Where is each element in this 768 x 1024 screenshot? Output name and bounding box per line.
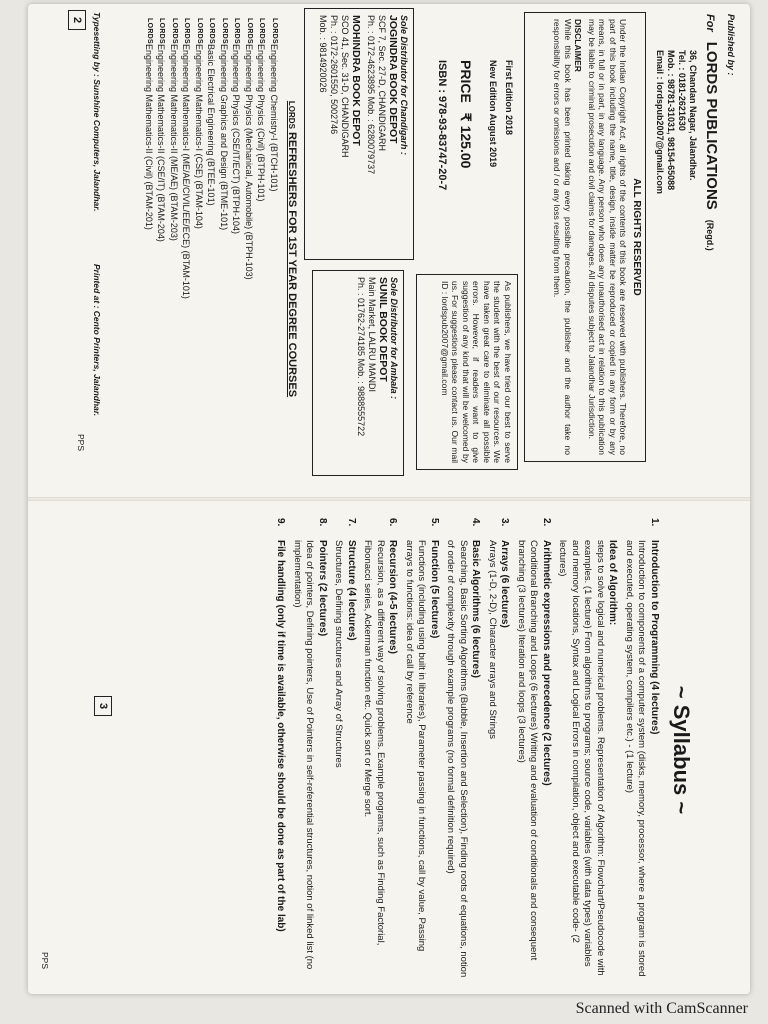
syllabus-item-body: Recursion, as a different way of solving problems. Example programs, such as Finding Factorial, Fibonacci series, Ackerman function etc. Quick sort or Merge sort.: [362, 540, 386, 946]
syllabus-item-heading: [606, 518, 619, 978]
syllabus-item-number: 7.: [346, 518, 357, 527]
book-brand: LORDS: [208, 18, 216, 44]
typesetting-credit: Typesetting by : Sunshine Computers, Jalandhar.: [92, 12, 102, 212]
book-list: [143, 18, 281, 478]
book-list-item: [155, 18, 168, 478]
chandigarh-depot-2-mob: Mob. : 9814920026: [318, 15, 328, 93]
syllabus-item-body: Idea of pointers, Defining pointers, Use of Pointers in self-referential structures, notion of linked list (no implementation): [292, 540, 316, 970]
refreshers-heading: [286, 14, 298, 484]
publisher-note-box: As publishers, we have tried our best to serve the student with the best of our resources. We have taken great care to eliminate all possible errors. However, if readers want to give suggestion of any kind that will be welcomed by us. For suggestions please contact us. Our mail ID : lordspub2007@gmail.com: [416, 274, 518, 470]
syllabus-item: [274, 518, 287, 978]
footer-code: PPS: [76, 434, 86, 452]
syllabus-item-title: Idea of Algorithm:: [607, 540, 619, 626]
disclaimer-title: DISCLAIMER: [573, 19, 584, 72]
book-brand: LORDS: [233, 18, 241, 44]
syllabus-item: [361, 518, 399, 978]
syllabus-item-heading: [274, 518, 287, 978]
ambala-depot-phone: Ph. : 01762-274185 Mob. : 9888555722: [356, 277, 366, 437]
book-list-item: [230, 18, 243, 478]
syllabus-item-number: 9.: [275, 518, 287, 527]
publisher-heading: [703, 14, 720, 251]
page-number: 3: [94, 696, 112, 716]
syllabus-item-heading: [316, 518, 329, 978]
syllabus-item-number: 4.: [470, 518, 482, 527]
book-brand: LORDS: [158, 18, 166, 44]
syllabus-item-heading: [540, 518, 553, 978]
syllabus-list: [270, 518, 660, 978]
book-title: Engineering Mathematics-II (CSE/IT) (BTAM-204): [156, 44, 167, 242]
book-title: Engineering Physics (Civil) (BTPH-101): [256, 44, 267, 202]
syllabus-item: [515, 518, 553, 978]
book-title: Engineering Mathematics-II (ME/AE) (BTAM-203): [169, 44, 179, 241]
published-by-label: Published by :: [726, 14, 736, 76]
book-brand: LORDS: [146, 18, 153, 44]
syllabus-item-body: Searching, Basic Sorting Algorithms (Bubble, Insertion and Selection), Finding roots of equations, notion of order of complexity through example programs (no formal definition required): [445, 540, 469, 978]
syllabus-item-title: Pointers (2 lectures): [317, 540, 328, 637]
publisher-regd: (Regd.): [705, 219, 715, 251]
syllabus-item-heading: [498, 518, 511, 978]
publisher-tel: Tel. : 0181-2621630: [677, 50, 687, 131]
book-list-item: [193, 18, 206, 478]
ambala-title: Sole Distributor for Ambala :: [389, 277, 399, 400]
chandigarh-depot-1-address: SCF 7, Sec. 27-D, CHANDIGARH: [377, 15, 387, 152]
book-list-item: [218, 18, 231, 478]
syllabus-item-title: Function (5 lectures): [429, 540, 440, 639]
book-list-item: [143, 18, 156, 478]
book-title: Engineering Mathematics-I (CSE) (BTAM-104): [194, 44, 204, 229]
book-brand: LORDS: [271, 18, 278, 44]
chandigarh-distributor-box: [304, 8, 414, 260]
refreshers-brand: LORDS: [287, 100, 296, 129]
rights-title: ALL RIGHTS RESERVED: [631, 178, 642, 296]
book-list-item: [255, 18, 268, 478]
book-title: Engineering Mathematics-I (ME/AE/CIVIL/EE/ECE) (BTAM-101): [181, 44, 192, 299]
rights-text: Under the Indian Copyright Act, all rights of the contents of this book are reserved with publishers. Therefore, no part of this book including the name, title, design, inside matter be reproduced or copied in any form or by any means, in full or in part, in any language. Any person who does any unauthorised act in relation to this publication may be liable to criminal prosecution and civil claims for damages. All disputes subject to Jalandhar Jurisdiction.: [587, 19, 629, 455]
book-list-item: [268, 18, 281, 478]
syllabus-item-number: 1.: [649, 518, 660, 527]
syllabus-item-title: File handling (only if time is available, otherwise should be done as part of the lab): [275, 540, 287, 932]
book-list-item: [180, 18, 193, 478]
imprint-page: [30, 4, 750, 494]
syllabus-item: [556, 518, 619, 978]
for-label: For: [704, 14, 716, 32]
book-title: Engineering Physics (Mechanical, Automobile) (BTPH-103): [244, 44, 254, 280]
isbn: ISBN : 978-93-83747-20-7: [436, 60, 448, 191]
syllabus-item-number: [606, 518, 619, 540]
publisher-email: Email : lordspub2007@gmail.com: [655, 50, 665, 194]
syllabus-item-heading: [648, 518, 661, 978]
price: [457, 60, 474, 168]
refreshers-title: REFRESHERS FOR 1ST YEAR DEGREE COURSES: [286, 131, 298, 398]
syllabus-item-title: Structure (4 lectures): [346, 540, 357, 641]
footer-code: PPS: [40, 952, 50, 970]
publisher-contact: [654, 50, 698, 350]
syllabus-item: [486, 518, 511, 978]
chandigarh-depot-2-name: MOHINDRA BOOK DEPOT: [350, 15, 362, 146]
syllabus-item: [623, 518, 661, 978]
page-number: 2: [68, 10, 86, 30]
book-brand: LORDS: [171, 18, 178, 44]
syllabus-item-number: 2.: [541, 518, 552, 527]
book-title: Engineering Physics (CSE/IT/ECT) (BTPH-104): [231, 44, 242, 235]
book-list-item: [205, 18, 218, 478]
syllabus-item-body: Arrays (1-D, 2-D), Character arrays and Strings: [487, 540, 498, 740]
syllabus-item-body: Conditional Branching and Loops (6 lectures) Writing and evaluation of conditionals and consequent branching (3 lectures) Iteration and loops (3 lectures): [516, 540, 540, 961]
book-brand: LORDS: [221, 18, 228, 44]
book-brand: LORDS: [196, 18, 203, 44]
book-list-item: [168, 18, 181, 478]
rights-box: [524, 12, 646, 462]
book-title: Engineering Graphics and Design (BTME-101): [219, 44, 229, 231]
book-brand: LORDS: [183, 18, 191, 44]
syllabus-item-title: Basic Algorithms (6 lectures): [470, 540, 482, 679]
syllabus-item-number: 8.: [317, 518, 328, 527]
syllabus-item-heading: [386, 518, 399, 978]
syllabus-item-heading: [428, 518, 441, 978]
book-title: Engineering Chemistry-I (BTCH-101): [269, 44, 279, 192]
syllabus-item: [444, 518, 482, 978]
publisher-address: 36, Chandan Nagar, Jalandhar.: [688, 50, 698, 181]
disclaimer-text: While this book has been printed taking every possible precaution, the publisher and the author take no responsibility for errors or omissions and / or any loss resulting from them.: [552, 19, 573, 455]
book-brand: LORDS: [246, 18, 253, 44]
price-label: PRICE: [458, 60, 474, 103]
ambala-depot-name: SUNIL BOOK DEPOT: [377, 277, 389, 382]
scanner-watermark: Scanned with CamScanner: [575, 1000, 748, 1017]
new-edition: New Edition August 2019: [488, 60, 498, 168]
syllabus-item-number: 5.: [429, 518, 440, 527]
chandigarh-title: Sole Distributor for Chandigarh :: [399, 15, 409, 156]
syllabus-item-body: Introduction to components of a computer system (disks, memory, processor, where a program is stored and executed, operating system, compilers etc.) - (1 lecture): [624, 540, 648, 977]
chandigarh-depot-2-phone: Ph. : 0172-2601550, 5002746: [329, 15, 339, 135]
ambala-depot-address: Main Market, LALRU MANDI: [367, 277, 377, 393]
publisher-mob: Mob. : 98781-31031, 98154-65088: [666, 50, 676, 191]
syllabus-item-heading: [345, 518, 358, 978]
ambala-distributor-box: [312, 270, 404, 476]
syllabus-item-title: Introduction to Programming (4 lectures): [649, 540, 660, 735]
syllabus-item-number: 3.: [499, 518, 511, 527]
syllabus-item-body: Functions (including using built in libraries), Parameter passing in functions, call by value, Passing arrays to functions: idea of call by reference: [404, 540, 428, 952]
book-brand: LORDS: [258, 18, 266, 44]
syllabus-item-title: Arithmetic expressions and precedence (2 lectures): [541, 540, 552, 786]
syllabus-item: [332, 518, 357, 978]
price-value: ₹ 125.00: [458, 112, 474, 169]
syllabus-item-body: Structures, Defining structures and Array of Structures: [333, 540, 345, 768]
printed-at-credit: Printed at : Cento Printers, Jalandhar.: [92, 264, 102, 417]
syllabus-item-heading: [469, 518, 482, 978]
book-title: Basic Electrical Engineering (BTEE-101): [206, 44, 217, 206]
syllabus-page: [30, 500, 750, 990]
chandigarh-depot-1-name: JOGINDRA BOOK DEPOT: [387, 15, 399, 144]
syllabus-item-body: steps to solve logical and numerical problems. Representation of Algorithm: Flowchart/Pseudocode with examples. (1 lecture) From algorithms to programs; source code, variables (with data types) variables and memory locations, Syntax and Logical Errors in compilation, object and executable code- (2 lectures): [557, 540, 606, 976]
syllabus-item-number: 6.: [387, 518, 399, 527]
syllabus-title: ~ Syllabus ~: [669, 685, 694, 815]
book-title: Engineering Mathematics-II (Civil) (BTAM-201): [144, 44, 154, 230]
publisher-name: LORDS PUBLICATIONS: [703, 41, 720, 210]
syllabus-item: [291, 518, 329, 978]
syllabus-item-title: Recursion (4-5 lectures): [387, 540, 399, 654]
syllabus-item-title: Arrays (6 lectures): [499, 540, 511, 628]
syllabus-item: [403, 518, 441, 978]
chandigarh-depot-2-address: SCO 41, Sec. 31-D, CHANDIGARH: [340, 15, 350, 158]
first-edition: First Edition 2018: [504, 60, 514, 136]
book-list-item: [243, 18, 256, 478]
chandigarh-depot-1-phone: Ph. : 0172-4623895 Mob. : 6280079737: [366, 15, 376, 175]
